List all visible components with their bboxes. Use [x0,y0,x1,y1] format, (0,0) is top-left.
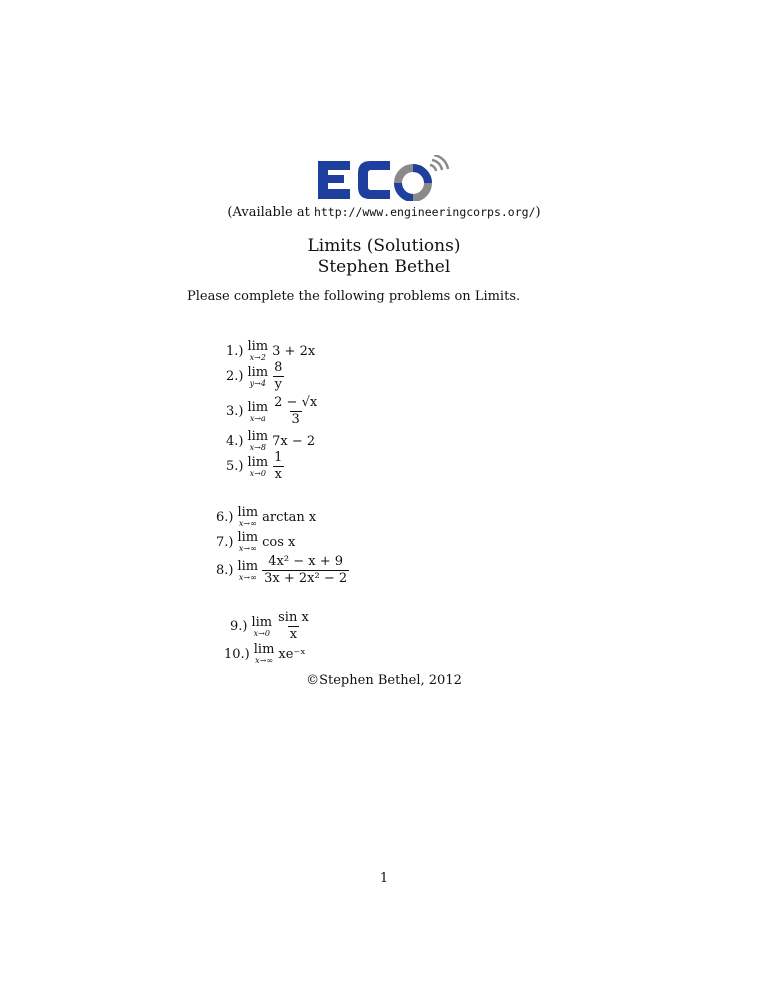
limit-operator [247,430,268,452]
limit-operator [251,616,272,638]
problem-number: 1.) [226,343,244,359]
fraction [272,361,284,392]
problem-number: 7.) [216,534,234,550]
availability-line [0,205,768,220]
lim-subscript: x→0 [249,468,266,478]
denominator: y [274,377,282,392]
denominator: 3x + 2x² − 2 [264,571,348,586]
problem-number: 10.) [224,646,250,662]
lim-subscript: x→0 [253,628,270,638]
limit-expression: cos x [262,534,296,550]
lim-word: lim [237,558,259,574]
intro-text: Please complete the following problems on Limits. [187,289,521,304]
denominator: x [289,627,298,642]
lim-subscript: x→2 [249,353,266,362]
lim-word: lim [237,505,259,520]
lim-word: lim [247,429,269,444]
problem-number: 8.) [216,563,234,578]
problem-6 [216,506,316,528]
limit-operator [237,506,258,528]
lim-word: lim [247,454,269,470]
lim-subscript: y→4 [249,378,266,388]
available-suffix: ) [535,205,541,220]
fraction [262,555,349,586]
lim-word: lim [237,530,259,545]
numerator: 8 [274,360,283,375]
problem-number: 5.) [226,459,244,474]
problem-8 [216,555,349,586]
limit-expression: arctan x [262,509,317,525]
problem-number: 2.) [226,369,244,384]
lim-word: lim [247,339,269,354]
available-prefix: (Available at [227,205,314,220]
limit-operator [254,643,275,665]
fraction [272,396,319,427]
fraction [276,611,311,642]
problem-number: 6.) [216,509,234,525]
numerator: 4x² − x + 9 [268,554,344,569]
limit-operator [247,366,268,388]
problem-7 [216,531,295,553]
author-name: Stephen Bethel [317,257,451,277]
limit-operator [237,531,258,553]
numerator: 2 − √x [274,395,318,410]
title-block [0,236,768,278]
problem-4 [226,430,315,452]
problem-9 [230,611,311,642]
fraction [272,451,284,482]
lim-subscript: x→∞ [238,519,257,528]
eco-logo [318,155,450,201]
limit-operator [237,560,258,582]
problem-10 [224,643,306,665]
problem-number: 3.) [226,404,244,419]
lim-subscript: x→∞ [238,544,257,553]
limit-operator [247,456,268,478]
problem-3 [226,396,319,427]
problem-number: 4.) [226,433,244,449]
lim-word: lim [251,614,273,630]
lim-subscript: x→∞ [255,656,274,665]
numerator: 1 [274,450,283,465]
copyright-notice: ©Stephen Bethel, 2012 [306,673,462,688]
numerator: sin x [278,610,309,625]
problem-1 [226,340,315,362]
lim-subscript: x→8 [249,443,266,452]
limit-expression: 3 + 2x [272,343,316,359]
problem-5 [226,451,284,482]
lim-subscript: x→∞ [238,572,257,582]
document-title: Limits (Solutions) [307,236,461,256]
denominator: 3 [291,412,300,427]
limit-expression: 7x − 2 [272,433,316,449]
problem-2 [226,361,284,392]
denominator: x [274,467,282,482]
limit-operator [247,401,268,423]
website-link[interactable]: http://www.engineeringcorps.org/ [313,205,536,219]
problem-number: 9.) [230,619,248,634]
lim-word: lim [247,364,269,380]
lim-word: lim [253,642,275,657]
limit-expression: xe⁻ˣ [278,646,306,662]
page-number: 1 [379,871,389,886]
eco-logo-graphic [318,155,450,201]
lim-word: lim [247,399,269,415]
limit-operator [247,340,268,362]
lim-subscript: x→a [249,413,266,423]
